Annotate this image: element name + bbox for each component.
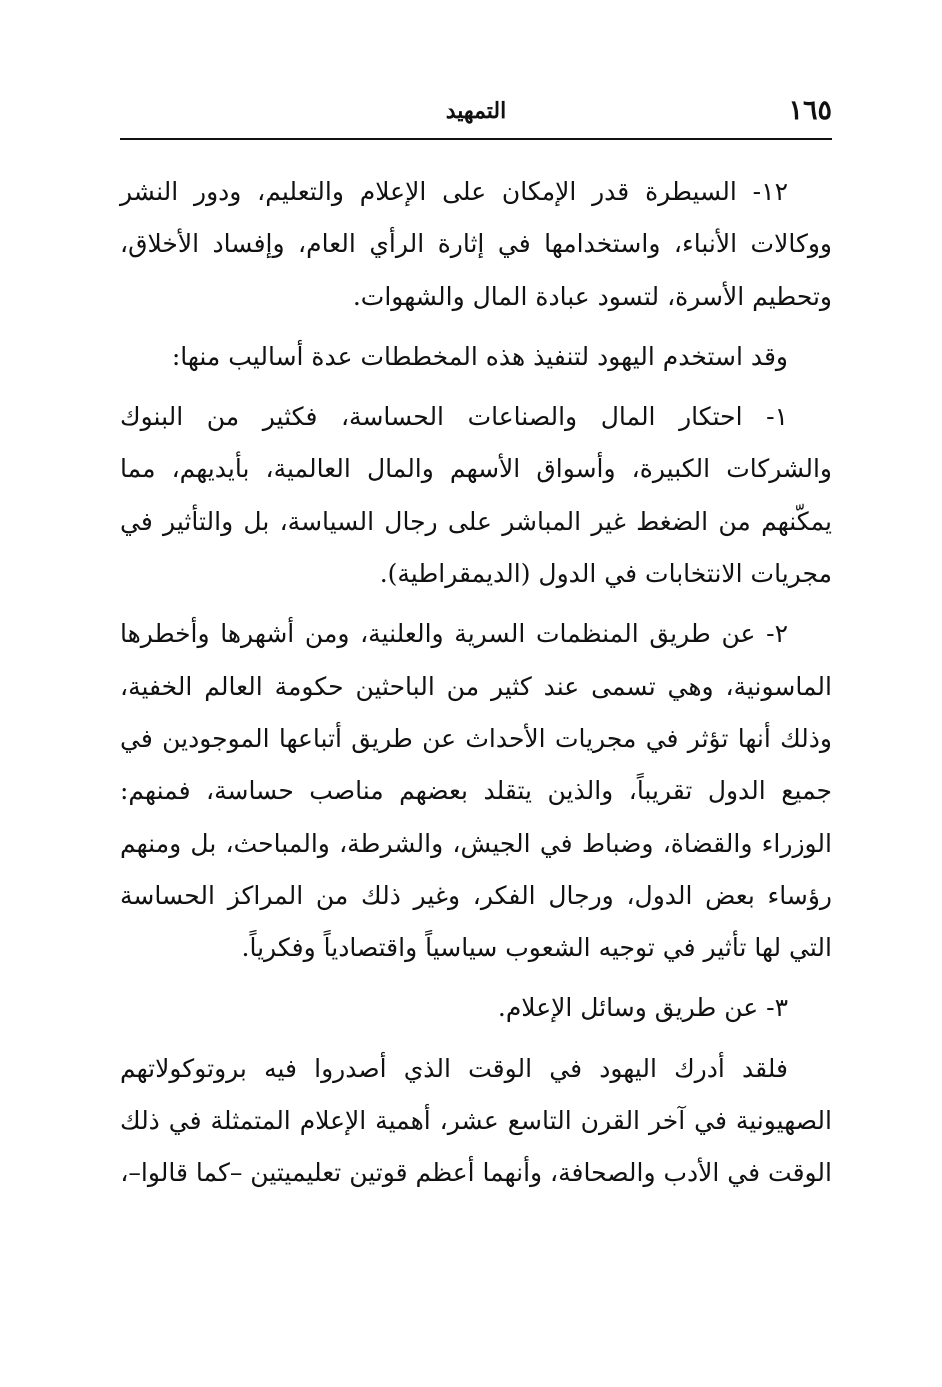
page-number: ١٦٥ [788,95,832,126]
header-rule [120,138,832,140]
paragraph-item-12: ١٢- السيطرة قدر الإمكان على الإعلام والتعليم، ودور النشر ووكالات الأنباء، واستخدامها في إثارة الرأي العام، وإفساد الأخلاق، وتحطيم الأسرة، لتسود عبادة المال والشهوات. [120,177,832,311]
paragraph-methods-intro: وقد استخدم اليهود لتنفيذ هذه المخططات عدة أساليب منها: [171,341,788,371]
paragraph-media: فلقد أدرك اليهود في الوقت الذي أصدروا فيه بروتوكولاتهم الصهيونية في آخر القرن التاسع عشر، أهمية الإعلام المتمثلة في ذلك الوقت في الأدب والصحافة، وأنهما أعظم قوتين تعليميتين –كما قالوا–، [120,1053,832,1188]
page-body [120,166,832,1208]
paragraph-method-2: ٢- عن طريق المنظمات السرية والعلنية، ومن أشهرها وأخطرها الماسونية، وهي تسمى عند كثير من الباحثين حكومة العالم الخفية، وذلك أنها تؤثر في مجريات الأحداث عن طريق أتباعها الموجودين في جميع الدول تقريباً، والذين يتقلد بعضهم مناصب حساسة، فمنهم: الوزراء والقضاة، وضباط في الجيش، والشرطة، والمباحث، بل ومنهم رؤساء بعض الدول، ورجال الفكر، وغير ذلك من المراكز الحساسة التي لها تأثير في توجيه الشعوب سياسياً واقتصادياً وفكرياً. [120,619,832,963]
paragraph-method-3: ٣- عن طريق وسائل الإعلام. [497,993,788,1023]
paragraph-method-1: ١- احتكار المال والصناعات الحساسة، فكثير من البنوك والشركات الكبيرة، وأسواق الأسهم والمال العالمية، بأيديهم، مما يمكّنهم من الضغط غير المباشر على رجال السياسة، بل والتأثير في مجريات الانتخابات في الدول (الديمقراطية). [120,402,832,589]
page-header [120,92,832,136]
running-title: التمهيد [445,98,507,124]
